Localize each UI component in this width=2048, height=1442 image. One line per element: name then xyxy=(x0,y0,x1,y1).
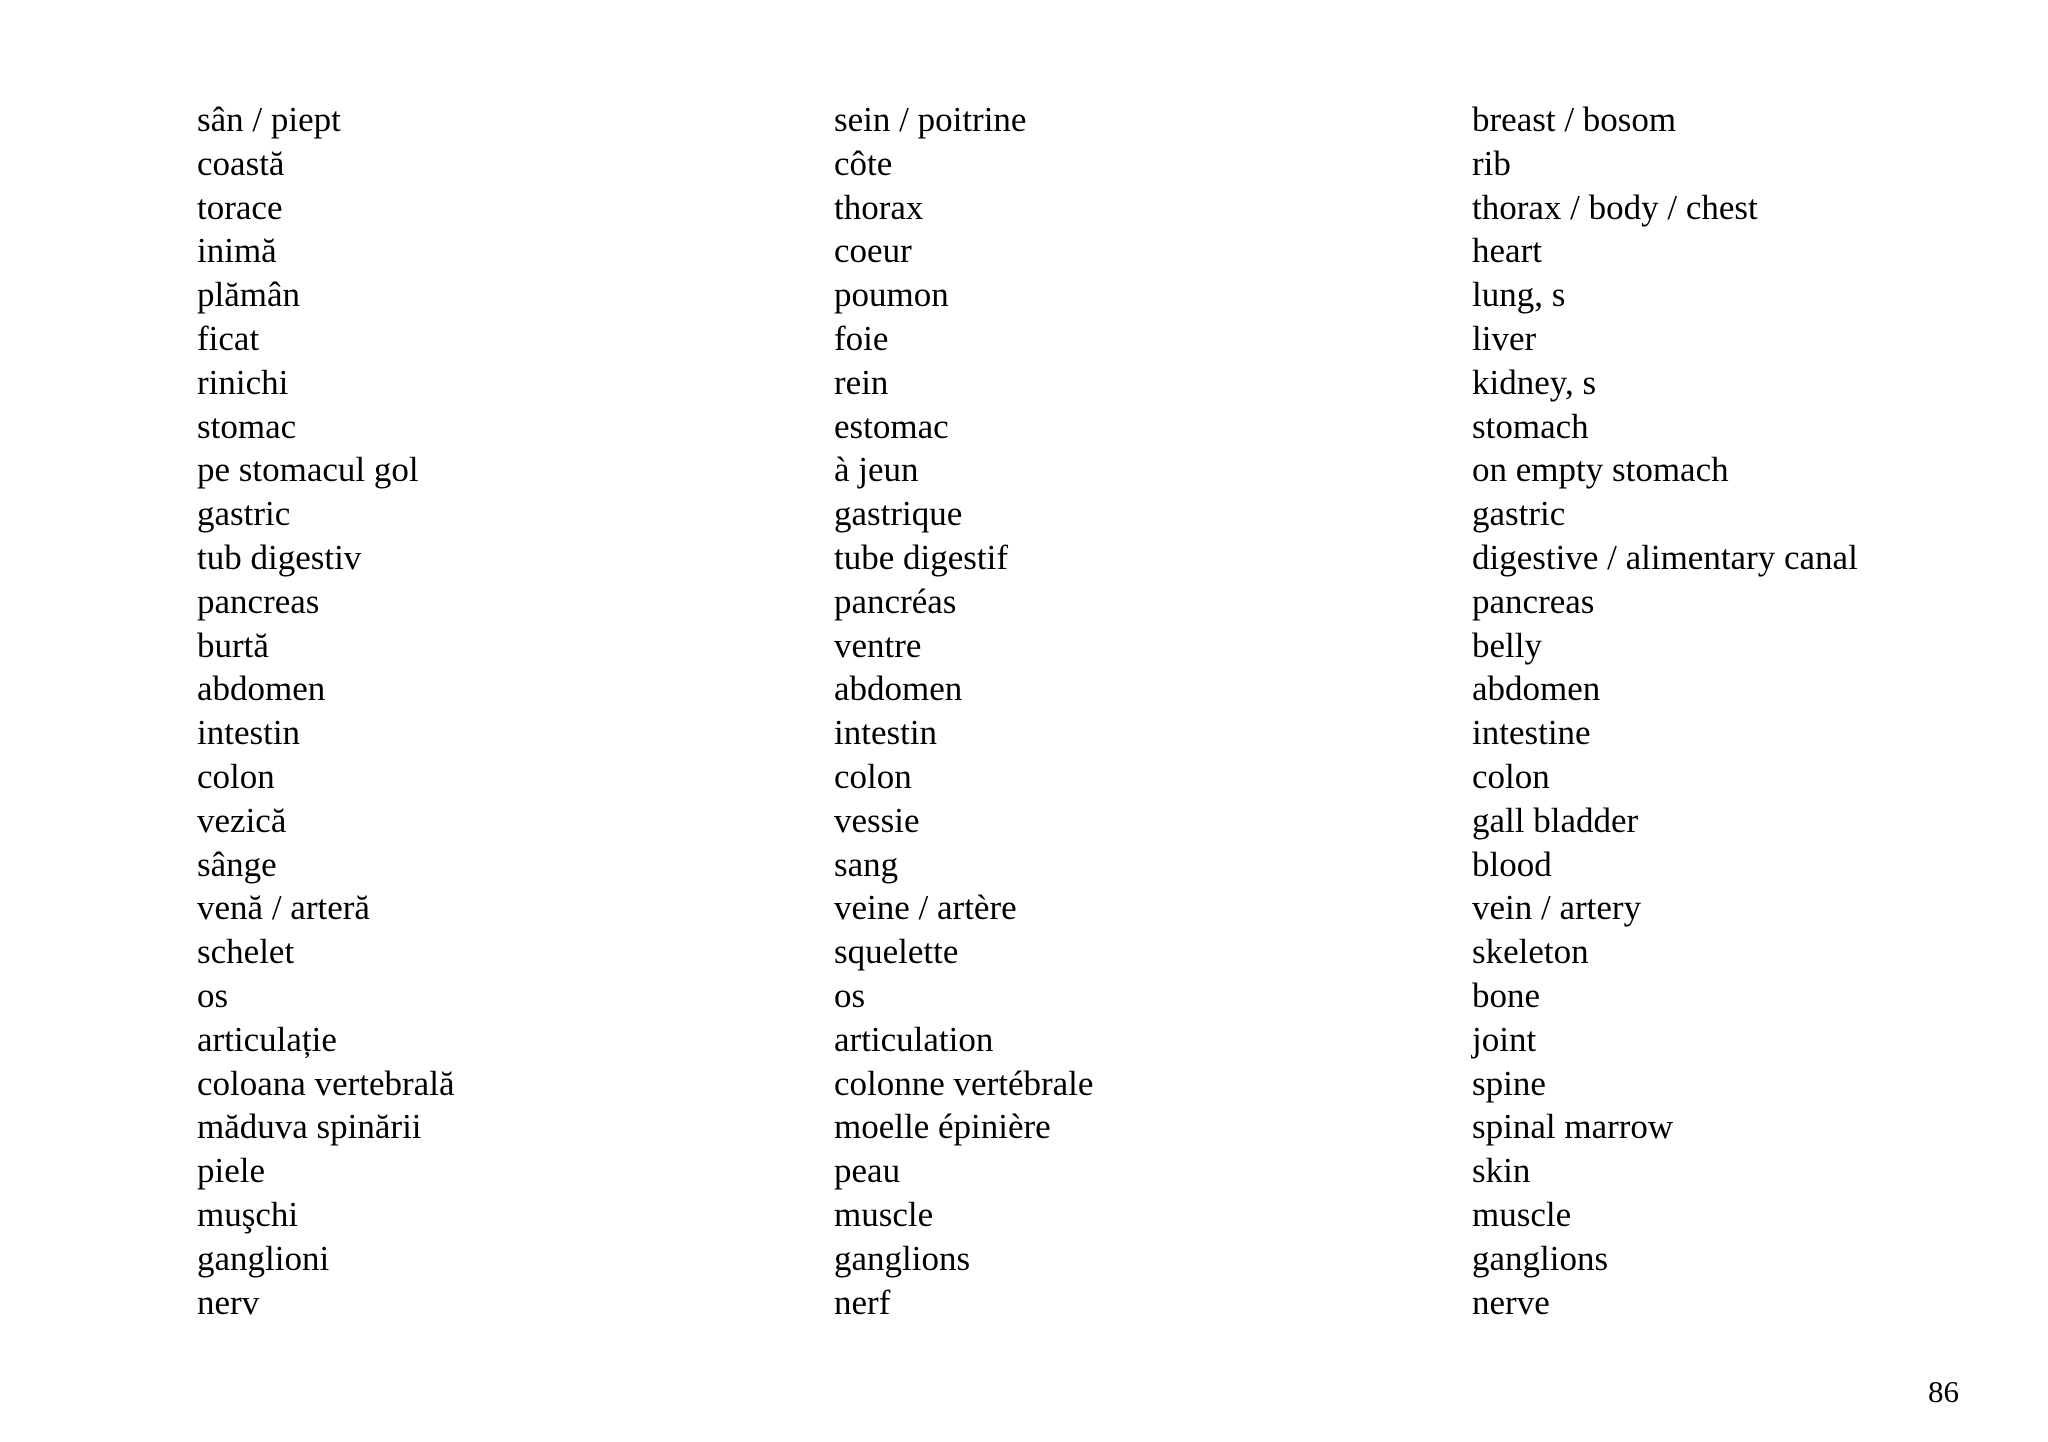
english-term: skeleton xyxy=(1472,932,1589,972)
english-term: nerve xyxy=(1472,1282,1550,1322)
romanian-term: gastric xyxy=(197,494,291,534)
romanian-term: piele xyxy=(197,1151,266,1191)
french-term: rein xyxy=(834,362,889,402)
english-term: belly xyxy=(1472,625,1542,665)
romanian-term: ganglioni xyxy=(197,1238,330,1278)
english-term: on empty stomach xyxy=(1472,450,1729,490)
romanian-term: coloana vertebrală xyxy=(197,1063,455,1103)
english-term: kidney, s xyxy=(1472,362,1597,402)
english-column xyxy=(1472,98,2048,1324)
french-term: vessie xyxy=(834,800,920,840)
romanian-term: coastă xyxy=(197,143,285,183)
french-term: moelle épinière xyxy=(834,1107,1051,1147)
french-term: colonne vertébrale xyxy=(834,1063,1094,1103)
english-term: vein / artery xyxy=(1472,888,1642,928)
french-term: thorax xyxy=(834,187,924,227)
english-term: blood xyxy=(1472,844,1552,884)
english-term: muscle xyxy=(1472,1194,1572,1234)
romanian-term: colon xyxy=(197,756,275,796)
french-term: abdomen xyxy=(834,669,963,709)
romanian-term: vezică xyxy=(197,800,287,840)
english-term: skin xyxy=(1472,1151,1531,1191)
english-term: gall bladder xyxy=(1472,800,1639,840)
french-term: coeur xyxy=(834,231,912,271)
french-term: poumon xyxy=(834,275,949,315)
french-term: ventre xyxy=(834,625,922,665)
english-term: colon xyxy=(1472,756,1550,796)
french-term: articulation xyxy=(834,1019,994,1059)
romanian-term: pancreas xyxy=(197,581,320,621)
french-term: intestin xyxy=(834,713,938,753)
english-term: thorax / body / chest xyxy=(1472,187,1758,227)
english-term: lung, s xyxy=(1472,275,1566,315)
english-term: spinal marrow xyxy=(1472,1107,1674,1147)
french-term: nerf xyxy=(834,1282,891,1322)
english-term: liver xyxy=(1472,318,1537,358)
french-column xyxy=(834,98,1434,1324)
romanian-term: torace xyxy=(197,187,283,227)
french-term: foie xyxy=(834,318,889,358)
french-term: squelette xyxy=(834,932,959,972)
english-term: abdomen xyxy=(1472,669,1601,709)
french-term: à jeun xyxy=(834,450,919,490)
page-number: 86 xyxy=(1928,1374,1959,1409)
french-term: estomac xyxy=(834,406,949,446)
romanian-term: măduva spinării xyxy=(197,1107,422,1147)
romanian-term: sân / piept xyxy=(197,100,341,139)
romanian-term: muşchi xyxy=(197,1194,299,1234)
french-term: sein / poitrine xyxy=(834,100,1027,139)
french-term: gastrique xyxy=(834,494,963,534)
english-term: ganglions xyxy=(1472,1238,1609,1278)
romanian-term: plămân xyxy=(197,275,301,315)
english-term: joint xyxy=(1472,1019,1537,1059)
french-term: peau xyxy=(834,1151,901,1191)
french-term: pancréas xyxy=(834,581,957,621)
romanian-term: abdomen xyxy=(197,669,326,709)
romanian-term: burtă xyxy=(197,625,269,665)
french-term: os xyxy=(834,975,866,1015)
romanian-term: rinichi xyxy=(197,362,289,402)
english-term: heart xyxy=(1472,231,1542,271)
english-term: digestive / alimentary canal xyxy=(1472,537,1858,577)
french-term: tube digestif xyxy=(834,537,1008,577)
romanian-term: inimă xyxy=(197,231,277,271)
romanian-term: sânge xyxy=(197,844,277,884)
romanian-term: ficat xyxy=(197,318,260,358)
romanian-term: venă / arteră xyxy=(197,888,370,928)
romanian-term: articulație xyxy=(197,1019,337,1059)
romanian-term: schelet xyxy=(197,932,295,972)
french-term: sang xyxy=(834,844,899,884)
french-term: côte xyxy=(834,143,893,183)
english-term: stomach xyxy=(1472,406,1589,446)
romanian-term: stomac xyxy=(197,406,297,446)
english-term: spine xyxy=(1472,1063,1546,1103)
romanian-term: pe stomacul gol xyxy=(197,450,419,490)
english-term: pancreas xyxy=(1472,581,1595,621)
french-term: colon xyxy=(834,756,912,796)
french-term: muscle xyxy=(834,1194,934,1234)
romanian-term: os xyxy=(197,975,229,1015)
romanian-column xyxy=(197,98,797,1324)
english-term: rib xyxy=(1472,143,1511,183)
english-term: breast / bosom xyxy=(1472,100,1677,139)
french-term: veine / artère xyxy=(834,888,1017,928)
romanian-term: nerv xyxy=(197,1282,260,1322)
romanian-term: intestin xyxy=(197,713,301,753)
english-term: gastric xyxy=(1472,494,1566,534)
english-term: intestine xyxy=(1472,713,1591,753)
english-term: bone xyxy=(1472,975,1541,1015)
romanian-term: tub digestiv xyxy=(197,537,362,577)
french-term: ganglions xyxy=(834,1238,971,1278)
